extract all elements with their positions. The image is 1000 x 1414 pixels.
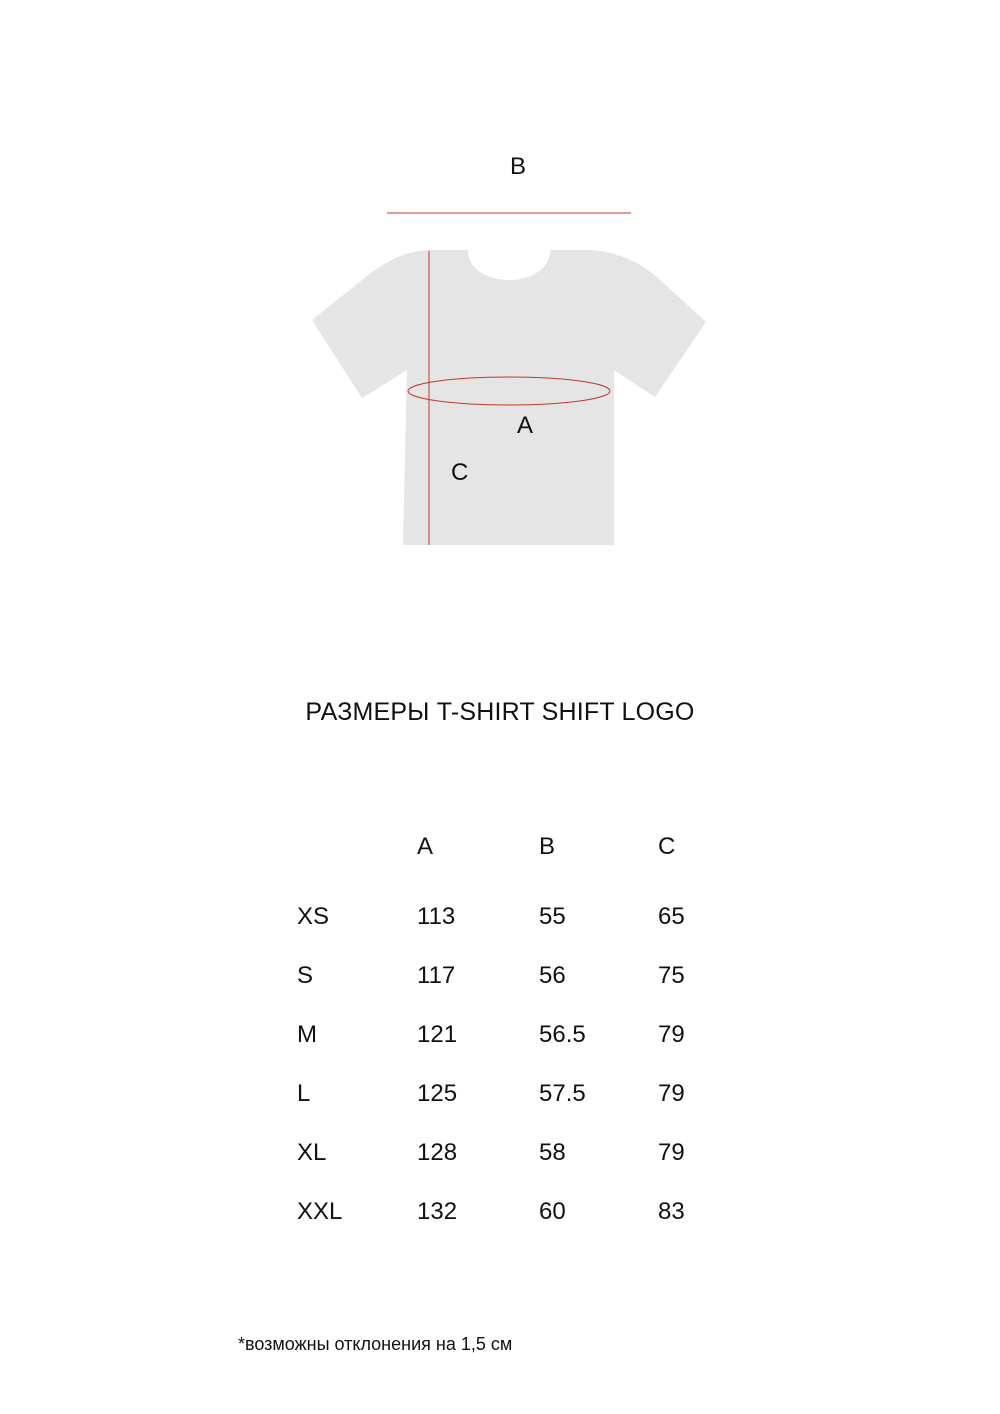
size-cell: L bbox=[297, 1080, 311, 1107]
value-cell-a: 117 bbox=[417, 962, 456, 989]
table-row bbox=[297, 1023, 718, 1082]
value-cell-c: 79 bbox=[658, 1139, 685, 1166]
value-cell-c: 65 bbox=[658, 903, 685, 930]
page-title: РАЗМЕРЫ T-SHIRT SHIFT LOGO bbox=[305, 698, 695, 726]
value-cell-a: 132 bbox=[417, 1198, 458, 1225]
tshirt-illustration bbox=[0, 0, 1000, 600]
value-cell-b: 58 bbox=[539, 1139, 566, 1166]
diagram-label-c: C bbox=[451, 459, 469, 486]
table-row bbox=[297, 905, 718, 964]
value-cell-c: 79 bbox=[658, 1080, 685, 1107]
header-cell-size bbox=[297, 835, 417, 905]
size-cell: XS bbox=[297, 903, 330, 930]
value-cell-b: 60 bbox=[539, 1198, 566, 1225]
table-row bbox=[297, 1082, 718, 1141]
size-table bbox=[297, 835, 718, 1259]
value-cell-c: 79 bbox=[658, 1021, 685, 1048]
tshirt-diagram bbox=[0, 0, 1000, 600]
value-cell-a: 121 bbox=[417, 1021, 458, 1048]
size-cell: XL bbox=[297, 1139, 327, 1166]
table-header-row bbox=[297, 835, 718, 905]
value-cell-a: 113 bbox=[417, 903, 456, 930]
size-cell: XXL bbox=[297, 1198, 343, 1225]
value-cell-c: 83 bbox=[658, 1198, 685, 1225]
value-cell-c: 75 bbox=[658, 962, 685, 989]
value-cell-a: 128 bbox=[417, 1139, 458, 1166]
size-cell: S bbox=[297, 962, 314, 989]
table-row bbox=[297, 1141, 718, 1200]
diagram-label-b: B bbox=[510, 153, 527, 180]
value-cell-b: 57.5 bbox=[539, 1080, 586, 1107]
value-cell-b: 56.5 bbox=[539, 1021, 586, 1048]
table-row bbox=[297, 1200, 718, 1259]
table-row bbox=[297, 964, 718, 1023]
value-cell-b: 56 bbox=[539, 962, 566, 989]
tshirt-shape bbox=[312, 250, 706, 545]
header-cell-b: B bbox=[539, 833, 556, 860]
header-cell-a: A bbox=[417, 833, 434, 860]
value-cell-a: 125 bbox=[417, 1080, 458, 1107]
diagram-label-a: A bbox=[517, 412, 534, 439]
value-cell-b: 55 bbox=[539, 903, 566, 930]
footnote: *возможны отклонения на 1,5 см bbox=[238, 1334, 513, 1354]
size-cell: M bbox=[297, 1021, 317, 1048]
header-cell-c: C bbox=[658, 833, 676, 860]
